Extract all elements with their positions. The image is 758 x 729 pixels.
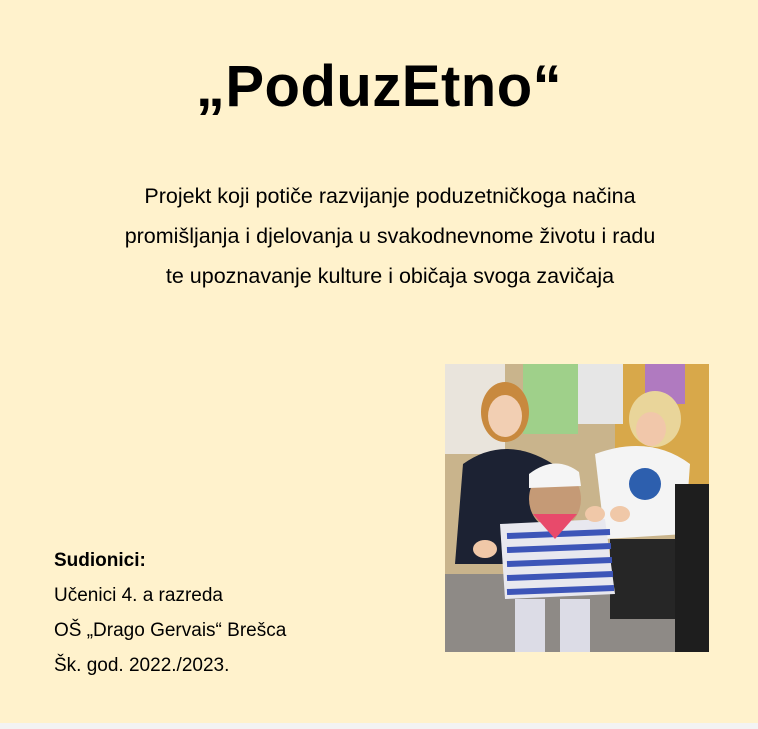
participants-heading: Sudionici:: [54, 550, 146, 571]
children-craft-photo: [445, 364, 709, 652]
page-title: „PoduzEtno“: [195, 54, 563, 119]
description-line: te upoznavanje kulture i običaja svoga zavičaja: [165, 264, 615, 288]
bottom-divider: [0, 723, 758, 729]
description-line: Projekt koji potiče razvijanje poduzetničkoga načina: [144, 184, 636, 208]
participants-line: OŠ „Drago Gervais“ Brešca: [54, 620, 287, 641]
participants-line: Učenici 4. a razreda: [54, 585, 223, 606]
project-description: [40, 176, 740, 296]
participants-line: Šk. god. 2022./2023.: [54, 655, 230, 676]
description-line: promišljanja i djelovanja u svakodnevnome životu i radu: [124, 224, 656, 248]
participants-block: [54, 543, 286, 683]
